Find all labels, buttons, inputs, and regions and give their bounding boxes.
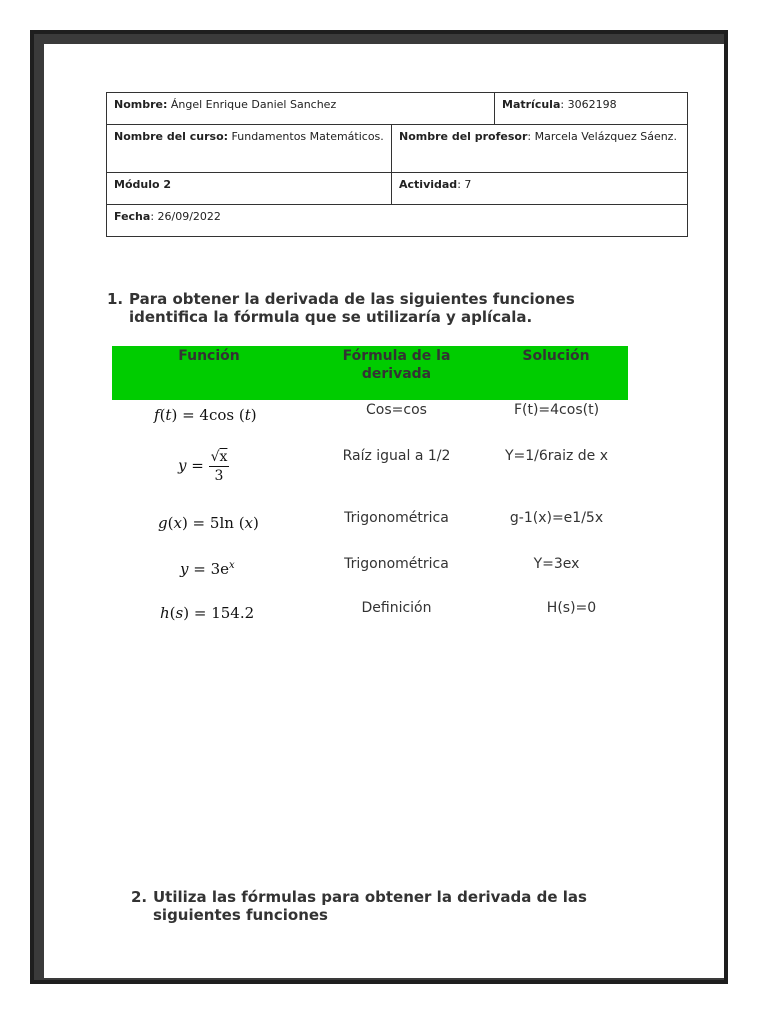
student-info-table xyxy=(106,92,688,237)
question-1 xyxy=(107,290,627,326)
function-h-s: h(s) = 154.2 xyxy=(160,604,255,622)
actividad-label: Actividad xyxy=(399,178,458,191)
formula-row-1: Cos=cos xyxy=(366,402,427,418)
formula-row-4: Trigonométrica xyxy=(344,556,449,572)
fecha-value: : 26/09/2022 xyxy=(150,210,221,223)
fecha-cell xyxy=(107,205,688,237)
solution-row-4: Y=3ex xyxy=(533,556,580,572)
nombre-cell xyxy=(107,93,495,125)
modulo-label: Módulo 2 xyxy=(114,178,172,191)
function-y-exp: $y = 3e^x$ xyxy=(180,560,235,578)
nombre-value: Ángel Enrique Daniel Sanchez xyxy=(167,98,337,111)
solution-row-2: Y=1/6raiz de x xyxy=(504,448,609,464)
function-g-x: g(x) = 5ln (x) xyxy=(158,514,259,532)
nombre-label: Nombre: xyxy=(114,98,168,111)
profesor-cell xyxy=(392,125,688,173)
fecha-label: Fecha xyxy=(114,210,151,223)
question-2-number: 2. xyxy=(131,888,148,906)
matricula-cell xyxy=(495,93,688,125)
curso-label: Nombre del curso: xyxy=(114,130,229,143)
profesor-label: Nombre del profesor xyxy=(399,130,528,143)
solution-row-1: F(t)=4cos(t) xyxy=(513,402,600,418)
sqrt-fraction: $\frac{√x}{3}$ xyxy=(210,449,228,484)
formula-row-5: Definición xyxy=(361,600,432,616)
matricula-value: : 3062198 xyxy=(560,98,617,111)
question-1-text: Para obtener la derivada de las siguientes funciones identifica la fórmula que se utilizaría y aplícala. xyxy=(129,290,575,326)
modulo-cell xyxy=(107,173,392,205)
actividad-value: : 7 xyxy=(457,178,472,191)
profesor-value: : Marcela Velázquez Sáenz. xyxy=(527,130,677,143)
solution-row-3: g-1(x)=e1/5x xyxy=(509,510,604,526)
question-1-number: 1. xyxy=(107,290,124,308)
column-header-formula: Fórmula de la derivada xyxy=(342,348,451,382)
question-2-text: Utiliza las fórmulas para obtener la derivada de las siguientes funciones xyxy=(153,888,587,924)
matricula-label: Matrícula xyxy=(502,98,561,111)
formula-row-2: Raíz igual a 1/2 xyxy=(342,448,451,464)
curso-value: Fundamentos Matemáticos. xyxy=(228,130,384,143)
function-f-t: f(t) = 4cos (t) xyxy=(154,406,257,424)
column-header-solucion: Solución xyxy=(522,348,590,364)
function-y-sqrt: y = $\frac{√x}{3}$ xyxy=(178,449,228,484)
solution-row-5: H(s)=0 xyxy=(546,600,597,616)
column-header-funcion: Función xyxy=(178,348,240,364)
document-page xyxy=(44,44,724,978)
actividad-cell xyxy=(392,173,688,205)
question-2 xyxy=(131,888,601,924)
formula-row-3: Trigonométrica xyxy=(344,510,449,526)
curso-cell xyxy=(107,125,392,173)
